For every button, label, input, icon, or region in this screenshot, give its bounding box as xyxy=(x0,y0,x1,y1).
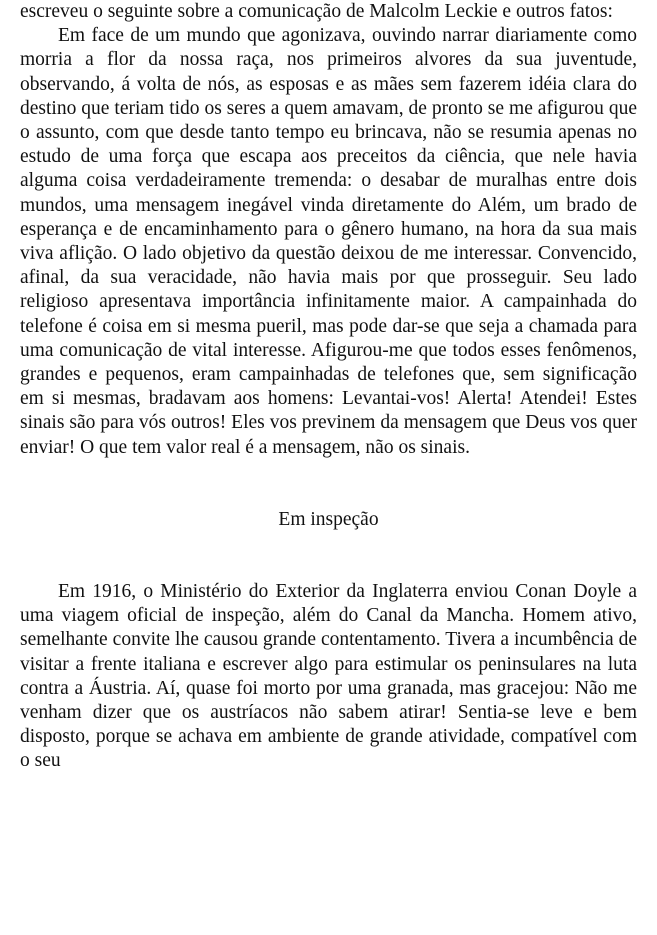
document-page xyxy=(20,0,637,774)
intro-paragraph: escreveu o seguinte sobre a comunicação de Malcolm Leckie e outros fatos: xyxy=(20,1,613,22)
section-spacer-top xyxy=(20,460,637,508)
section-paragraph: Em 1916, o Ministério do Exterior da Inglaterra enviou Conan Doyle a uma viagem oficial de inspeção, além do Canal da Mancha. Homem ativo, semelhante convite lhe causou grande contentamento. Tivera a incumbência de visitar a frente italiana e escrever algo para estimular os peninsulares na luta contra a Áustria. Aí, quase foi morto por uma granada, mas gracejou: Não me venham dizer que os austríacos não sabem atirar! Sentia-se leve e bem disposto, porque se achava em ambiente de grande atividade, compatível com o seu xyxy=(20,581,637,772)
section-spacer-bottom xyxy=(20,532,637,580)
section-heading: Em inspeção xyxy=(278,508,379,530)
quote-paragraph: Em face de um mundo que agonizava, ouvindo narrar diariamente como morria a flor da nossa raça, nos primeiros alvores da sua juventude, observando, á volta de nós, as esposas e as mães sem fazerem idéia clara do destino que teriam tido os seres a quem amavam, de pronto se me afigurou que o assunto, com que desde tanto tempo eu brincava, não se resumia apenas no estudo de uma força que escapa aos preceitos da ciência, que nele havia alguma coisa verdadeiramente tremenda: o desabar de muralhas entre dois mundos, uma mensagem inegável vinda diretamente do Além, um brado de esperança e de encaminhamento para o gênero humano, na hora da sua mais viva aflição. O lado objetivo da questão deixou de me interessar. Convencido, afinal, da sua veracidade, não havia mais por que prosseguir. Seu lado religioso apresentava importância infinitamente maior. A campainhada do telefone é coisa em si mesma pueril, mas pode dar-se que seja a chamada para uma comunicação de vital interesse. Afigurou-me que todos esses fenômenos, grandes e pequenos, eram campainhadas de telefones que, sem significação em si mesmas, bradavam aos homens: Levantai-vos! Alerta! Atendei! Estes sinais são para vós outros! Eles vos previnem da mensagem que Deus vos quer enviar! O que tem valor real é a mensagem, não os sinais. xyxy=(20,25,637,458)
